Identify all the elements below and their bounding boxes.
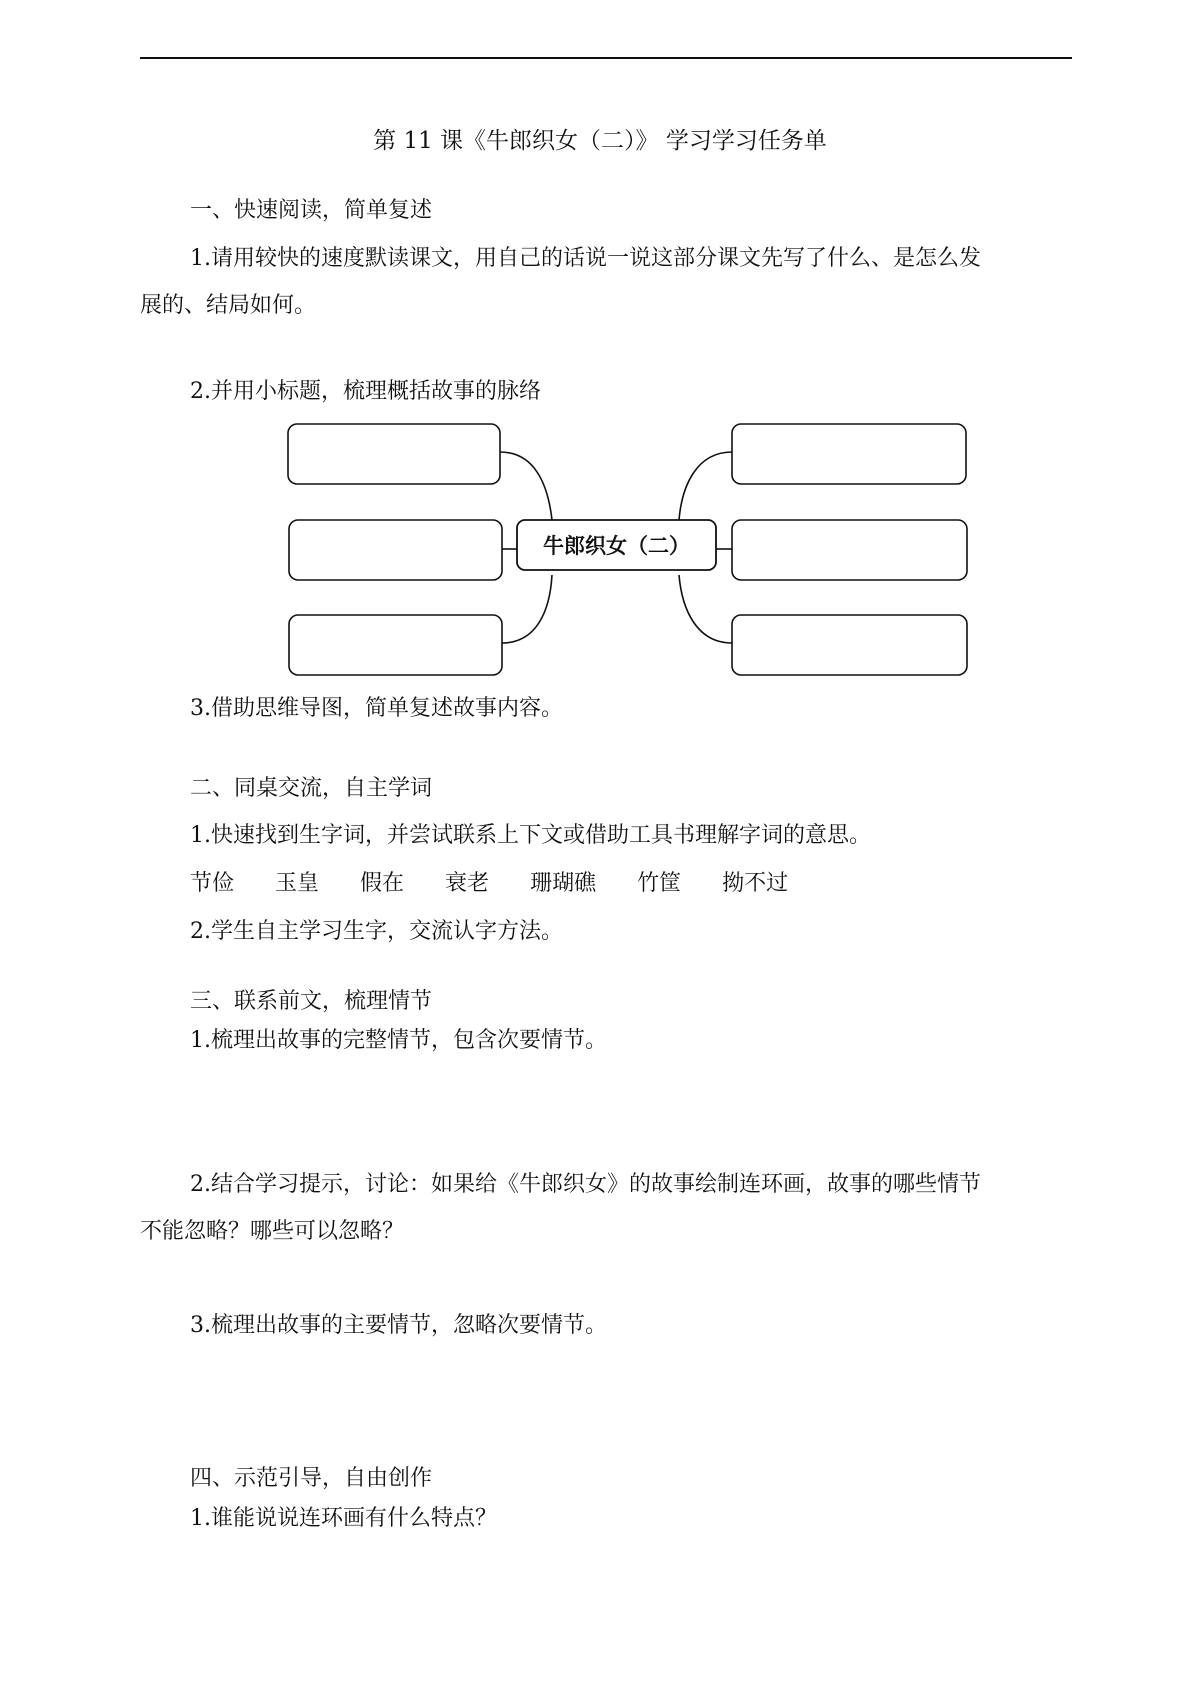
mind-map-center-label: 牛郎织女（二） bbox=[543, 534, 690, 558]
section1-item1-line1: 1.请用较快的速度默读课文，用自己的话说一说这部分课文先写了什么、是怎么发 bbox=[190, 246, 981, 271]
section3-heading: 三、联系前文，梳理情节 bbox=[190, 989, 433, 1014]
page-title: 第 11 课《牛郎织女（二）》 学习学习任务单 bbox=[373, 128, 827, 154]
blank-box-right-top[interactable] bbox=[732, 424, 966, 484]
connector-left-bottom bbox=[502, 575, 552, 643]
section2-item2: 2.学生自主学习生字，交流认字方法。 bbox=[190, 919, 563, 944]
section2-item1: 1.快速找到生字词，并尝试联系上下文或借助工具书理解字词的意思。 bbox=[190, 823, 871, 848]
section1-item3: 3.借助思维导图，简单复述故事内容。 bbox=[190, 696, 563, 721]
vocab-word: 珊瑚礁 bbox=[530, 871, 597, 896]
blank-box-right-middle[interactable] bbox=[732, 520, 967, 580]
section3-item1: 1.梳理出故事的完整情节，包含次要情节。 bbox=[190, 1028, 607, 1053]
vocab-word-list bbox=[190, 870, 822, 898]
section1-item2: 2.并用小标题，梳理概括故事的脉络 bbox=[190, 379, 541, 404]
connector-right-top bbox=[679, 452, 732, 520]
blank-box-left-middle[interactable] bbox=[289, 520, 502, 580]
section4-item1: 1.谁能说说连环画有什么特点？ bbox=[190, 1506, 497, 1531]
connector-right-bottom bbox=[679, 575, 732, 643]
blank-box-right-bottom[interactable] bbox=[732, 615, 967, 675]
section1-heading: 一、快速阅读，简单复述 bbox=[190, 198, 433, 223]
section2-heading: 二、同桌交流，自主学词 bbox=[190, 776, 433, 801]
connector-left-top bbox=[500, 452, 552, 520]
section1-item1-line2: 展的、结局如何。 bbox=[140, 293, 317, 318]
section3-item2-line1: 2.结合学习提示，讨论：如果给《牛郎织女》的故事绘制连环画，故事的哪些情节 bbox=[190, 1172, 981, 1197]
section3-item2-line2: 不能忽略？哪些可以忽略？ bbox=[140, 1219, 405, 1244]
vocab-word: 竹筐 bbox=[637, 871, 682, 896]
vocab-word: 玉皇 bbox=[275, 871, 320, 896]
vocab-word: 衰老 bbox=[445, 871, 490, 896]
top-rule bbox=[140, 57, 1072, 59]
vocab-word: 拗不过 bbox=[722, 871, 789, 896]
blank-box-left-top[interactable] bbox=[288, 424, 500, 484]
vocab-word: 节俭 bbox=[190, 871, 235, 896]
section3-item3: 3.梳理出故事的主要情节，忽略次要情节。 bbox=[190, 1313, 607, 1338]
blank-box-left-bottom[interactable] bbox=[289, 615, 502, 675]
section4-heading: 四、示范引导，自由创作 bbox=[190, 1466, 433, 1491]
mind-map-center-box bbox=[517, 520, 716, 570]
vocab-word: 假在 bbox=[360, 871, 405, 896]
